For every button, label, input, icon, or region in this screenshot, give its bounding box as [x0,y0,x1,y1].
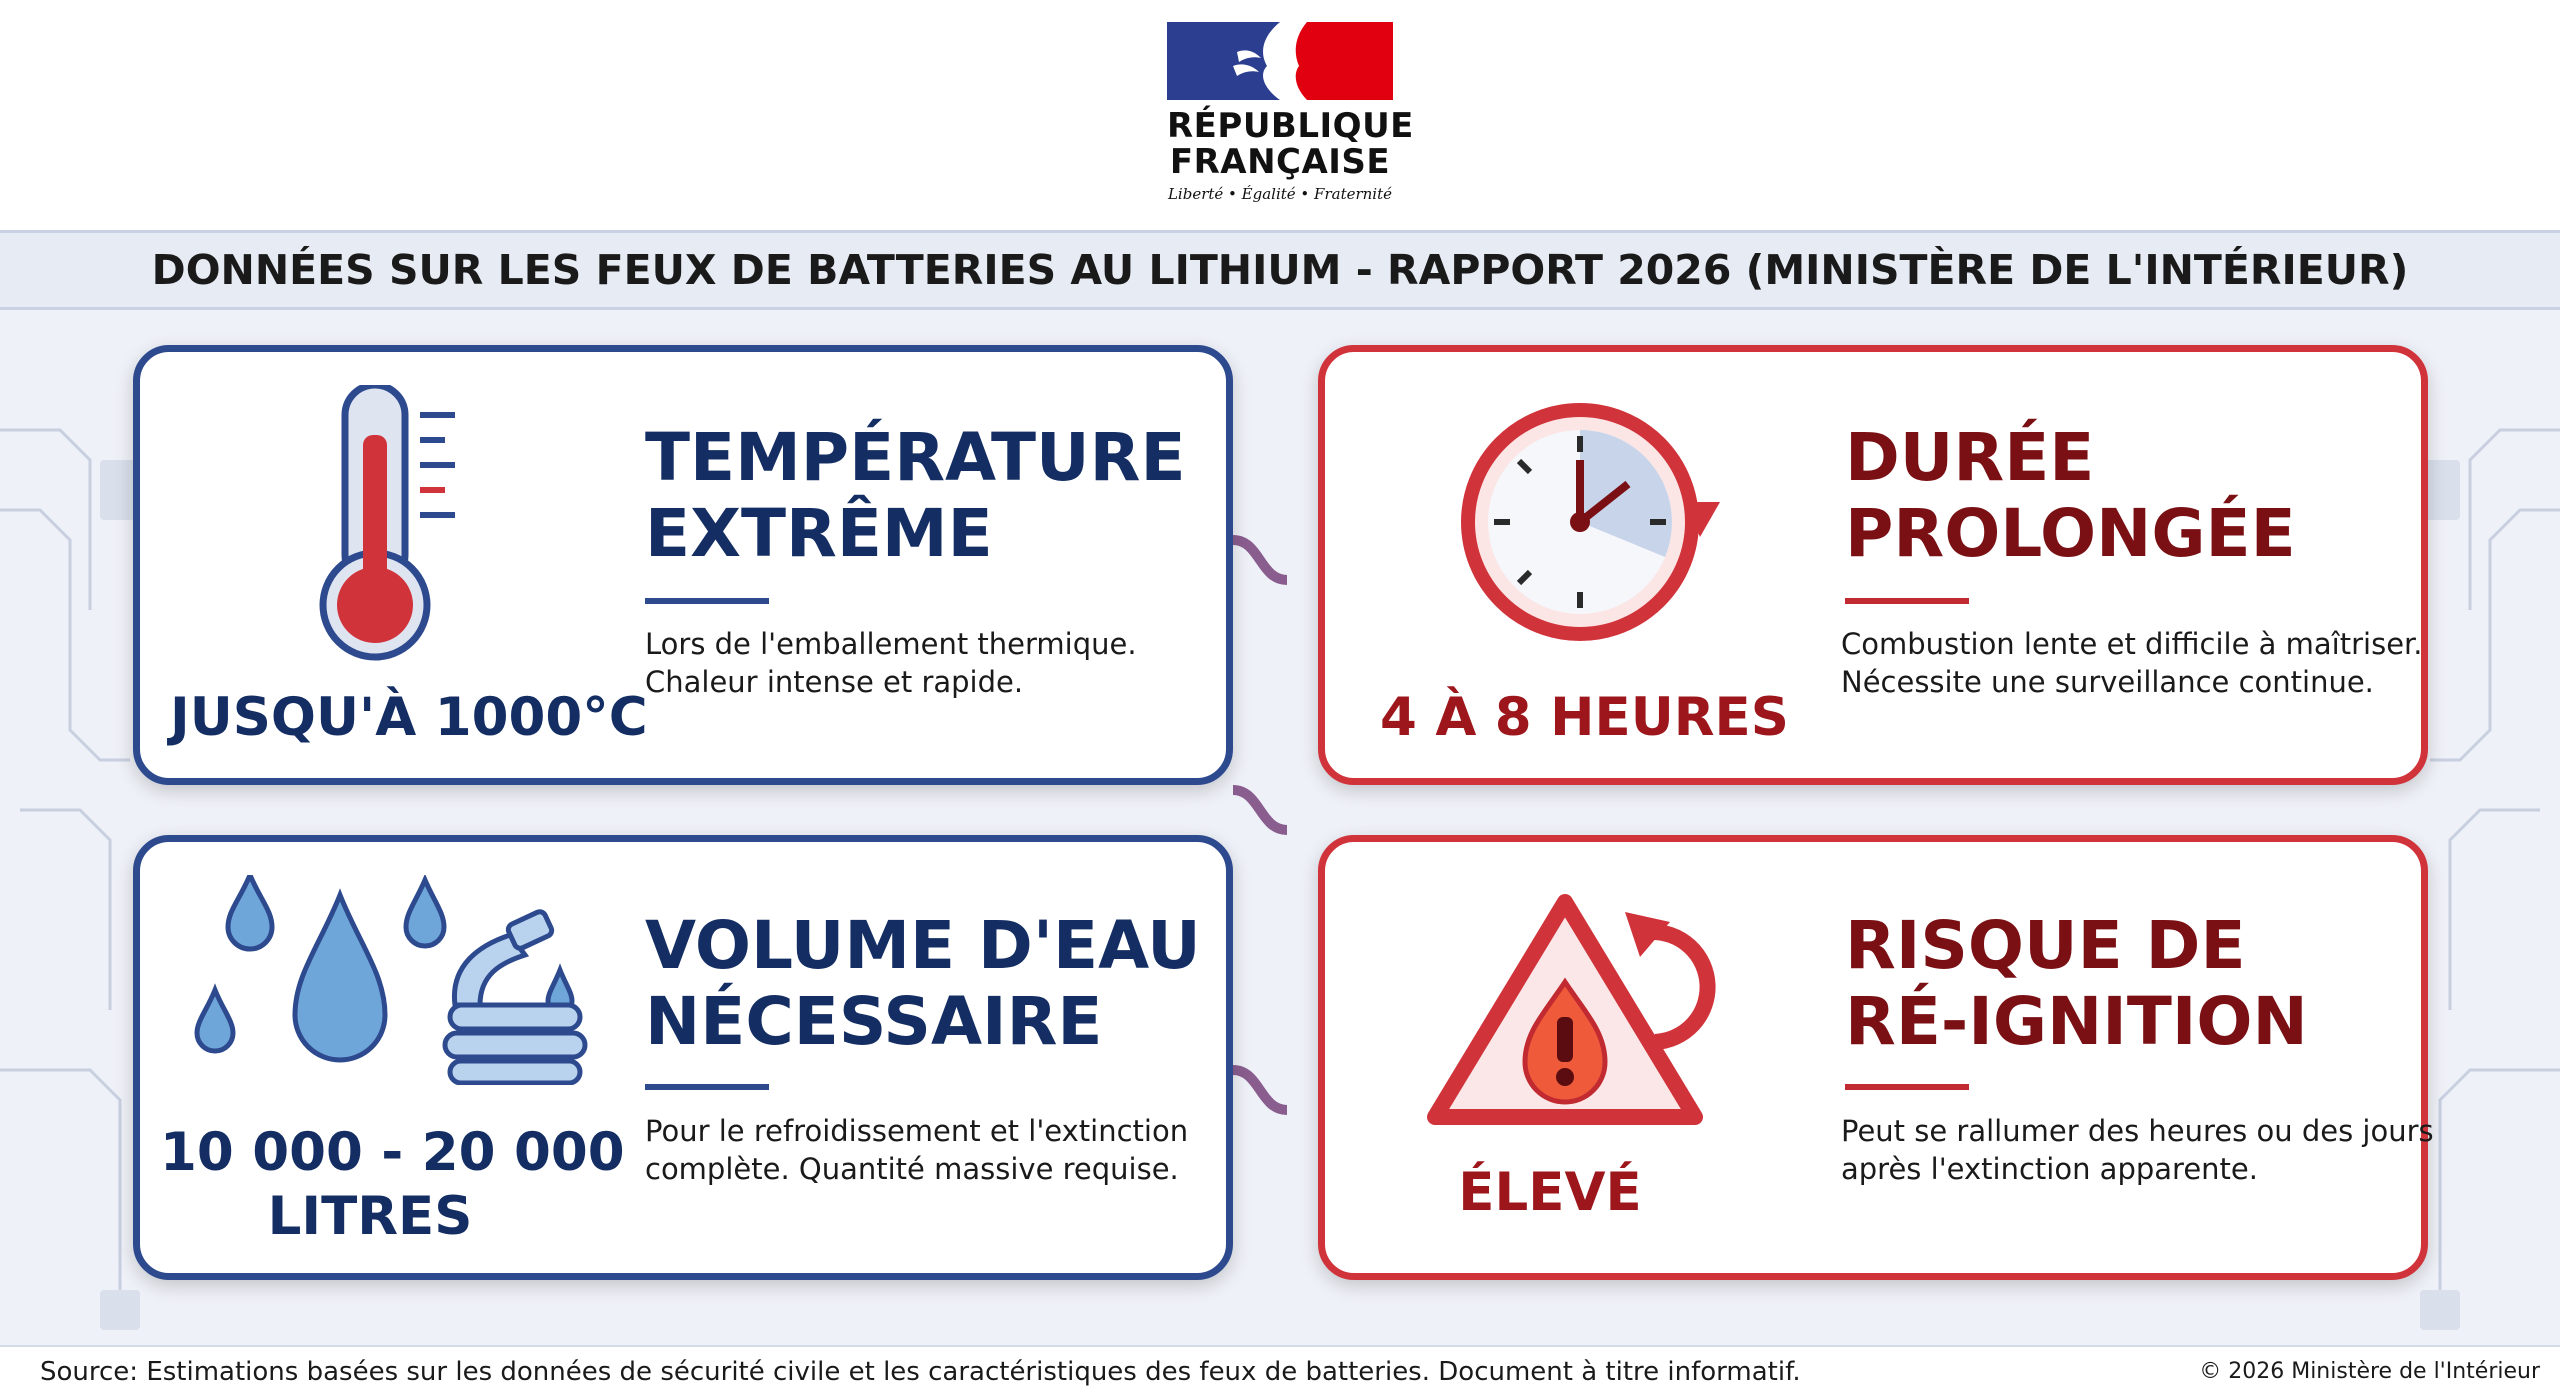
temperature-desc-line2: Chaleur intense et rapide. [645,665,1024,699]
card-temperature [133,345,1233,785]
title-bar [0,230,2560,310]
logo-name-line1: RÉPUBLIQUE [1167,106,1414,146]
duree-title-line2: PROLONGÉE [1845,495,2296,572]
eau-rule [645,1084,769,1090]
temperature-title-line2: EXTRÊME [645,495,993,572]
marianne-flag-icon [1167,22,1393,100]
card-eau [133,835,1233,1280]
eau-desc-line1: Pour le refroidissement et l'extinction [645,1114,1189,1148]
eau-title-line1: VOLUME D'EAU [645,907,1201,984]
eau-title-line2: NÉCESSAIRE [645,983,1103,1060]
duree-rule [1845,598,1969,604]
temperature-desc-line1: Lors de l'emballement thermique. [645,627,1137,661]
water-drops-hose-icon [180,875,600,1085]
reignition-title-line1: RISQUE DE [1845,907,2246,984]
card-reignition [1318,835,2434,1280]
temperature-title-line1: TEMPÉRATURE [645,419,1186,496]
reignition-desc-line2: après l'extinction apparente. [1841,1152,2258,1186]
thermometer-icon [315,385,485,665]
reignition-value: ÉLEVÉ [1458,1162,1642,1223]
duree-desc-line2: Nécessite une surveillance continue. [1841,665,2374,699]
reignition-desc-line1: Peut se rallumer des heures ou des jours [1841,1114,2434,1148]
header [0,0,2560,230]
reignition-rule [1845,1084,1969,1090]
footer [0,1345,2560,1396]
temperature-value: JUSQU'À 1000°C [170,687,648,748]
republique-francaise-logo [1167,22,1414,207]
reignition-title-line2: RÉ-IGNITION [1845,983,2308,1060]
card-duree [1318,345,2428,785]
eau-value-line1: 10 000 - 20 000 [160,1122,625,1183]
duree-title-line1: DURÉE [1845,419,2095,496]
logo-name-line2: FRANÇAISE [1169,142,1391,182]
clock-icon [1450,392,1750,652]
duree-value: 4 À 8 HEURES [1380,687,1789,748]
footer-copyright: © 2026 Ministère de l'Intérieur [2199,1359,2540,1384]
fire-warning-icon [1425,892,1765,1132]
footer-source: Source: Estimations basées sur les données de sécurité civile et les caractéristiques des feux de batteries. Document à titre informatif. [40,1357,1801,1387]
eau-desc-line2: complète. Quantité massive requise. [645,1152,1179,1186]
logo-motto: Liberté • Égalité • Fraternité [1167,185,1393,203]
page-title: DONNÉES SUR LES FEUX DE BATTERIES AU LITHIUM - RAPPORT 2026 (MINISTÈRE DE L'INTÉRIEUR) [151,246,2409,294]
duree-desc-line1: Combustion lente et difficile à maîtriser. [1841,627,2423,661]
temperature-rule [645,598,769,604]
eau-value-line2: LITRES [267,1186,473,1247]
